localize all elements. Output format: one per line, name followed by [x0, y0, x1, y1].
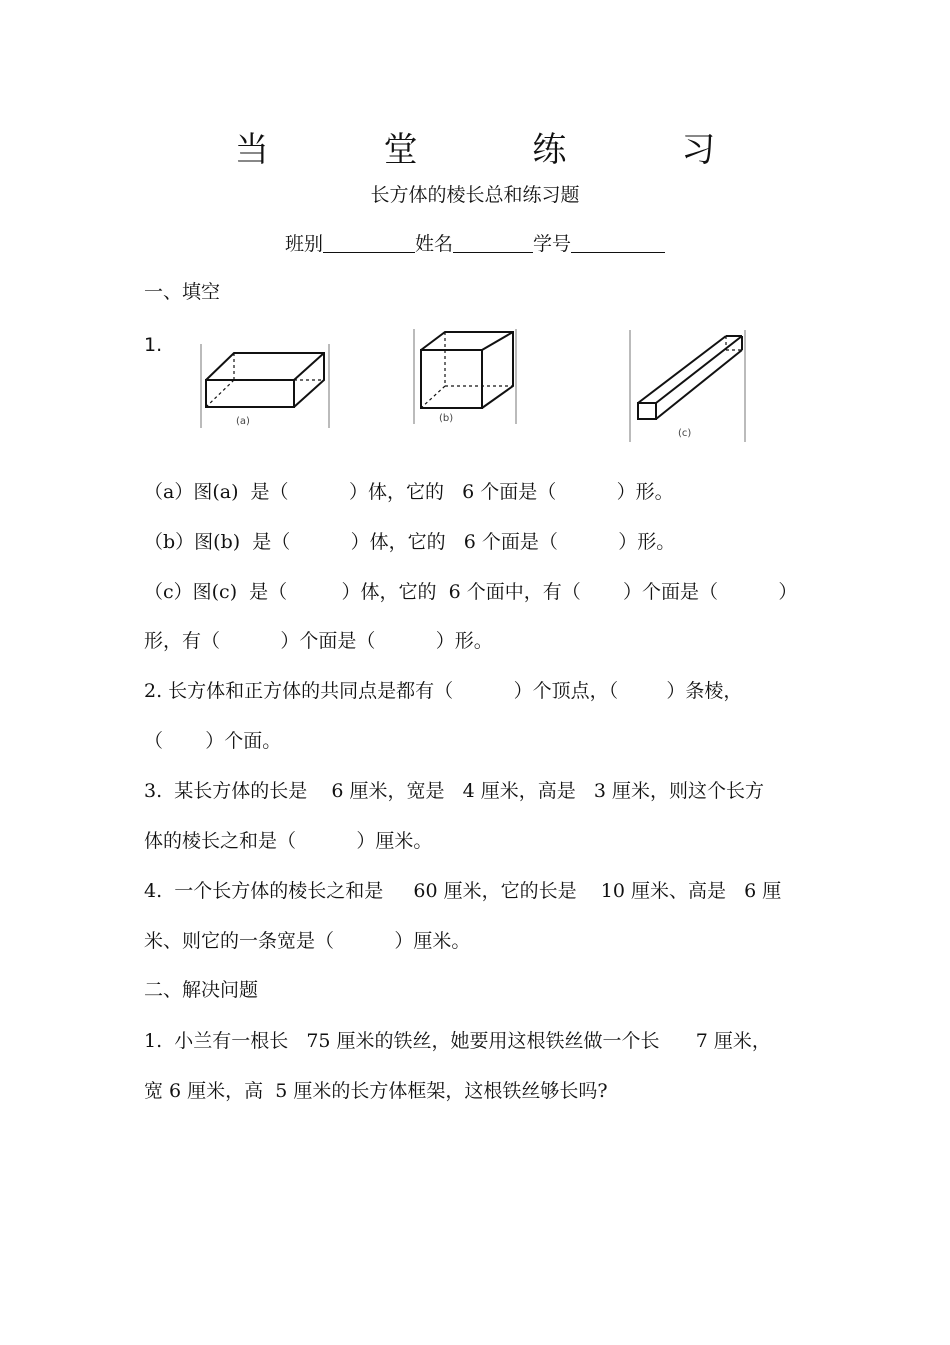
- q2-text-line2: （ ）个面。: [144, 730, 282, 752]
- section1-heading: 一、填空: [144, 281, 221, 303]
- q4-text-line2: 米、则它的一条宽是（ ）厘米。: [144, 930, 471, 952]
- figure-c-caption: (c): [678, 428, 692, 439]
- problem1-text-line1: 1. 小兰有一根长 75 厘米的铁丝，她要用这根铁丝做一个长 7 厘米，: [144, 1030, 771, 1052]
- figure-c-prism: [628, 328, 748, 444]
- q3-text-line1: 3. 某长方体的长是 6 厘米，宽是 4 厘米，高是 3 厘米，则这个长方: [144, 780, 764, 802]
- q4-text-line1: 4. 一个长方体的棱长之和是 60 厘米，它的长是 10 厘米、高是 6 厘: [144, 880, 782, 902]
- q1a-text: （a）图(a) 是（ ）体，它的 6 个面是（ ）形。: [144, 481, 674, 503]
- figure-b-cube: [413, 328, 519, 428]
- name-label: 姓名: [414, 233, 453, 255]
- name-blank[interactable]: [453, 232, 533, 253]
- id-blank[interactable]: [571, 232, 665, 253]
- class-blank[interactable]: [323, 232, 415, 253]
- page-title: 当 堂 练 习: [234, 130, 768, 170]
- student-info-line: [0, 229, 950, 256]
- q1c-text-line1: （c）图(c) 是（ ）体，它的 6 个面中，有（ ）个面是（ ）: [144, 581, 798, 603]
- q1b-text: （b）图(b) 是（ ）体，它的 6 个面是（ ）形。: [144, 531, 676, 553]
- q1c-text-line2: 形，有（ ）个面是（ ）形。: [144, 630, 493, 652]
- figure-a-caption: (a): [236, 416, 250, 427]
- q1-number: 1.: [144, 334, 163, 356]
- id-label: 学号: [533, 233, 572, 255]
- page-subtitle: 长方体的棱长总和练习题: [370, 184, 580, 206]
- problem1-text-line2: 宽 6 厘米，高 5 厘米的长方体框架，这根铁丝够长吗?: [144, 1080, 608, 1102]
- q3-text-line2: 体的棱长之和是（ ）厘米。: [144, 830, 433, 852]
- figure-b-caption: (b): [439, 413, 454, 424]
- section2-heading: 二、解决问题: [144, 979, 259, 1001]
- q2-text-line1: 2. 长方体和正方体的共同点是都有（ ）个顶点，（ ）条棱，: [144, 680, 743, 702]
- figure-a-cuboid: [200, 340, 332, 430]
- class-label: 班别: [284, 233, 323, 255]
